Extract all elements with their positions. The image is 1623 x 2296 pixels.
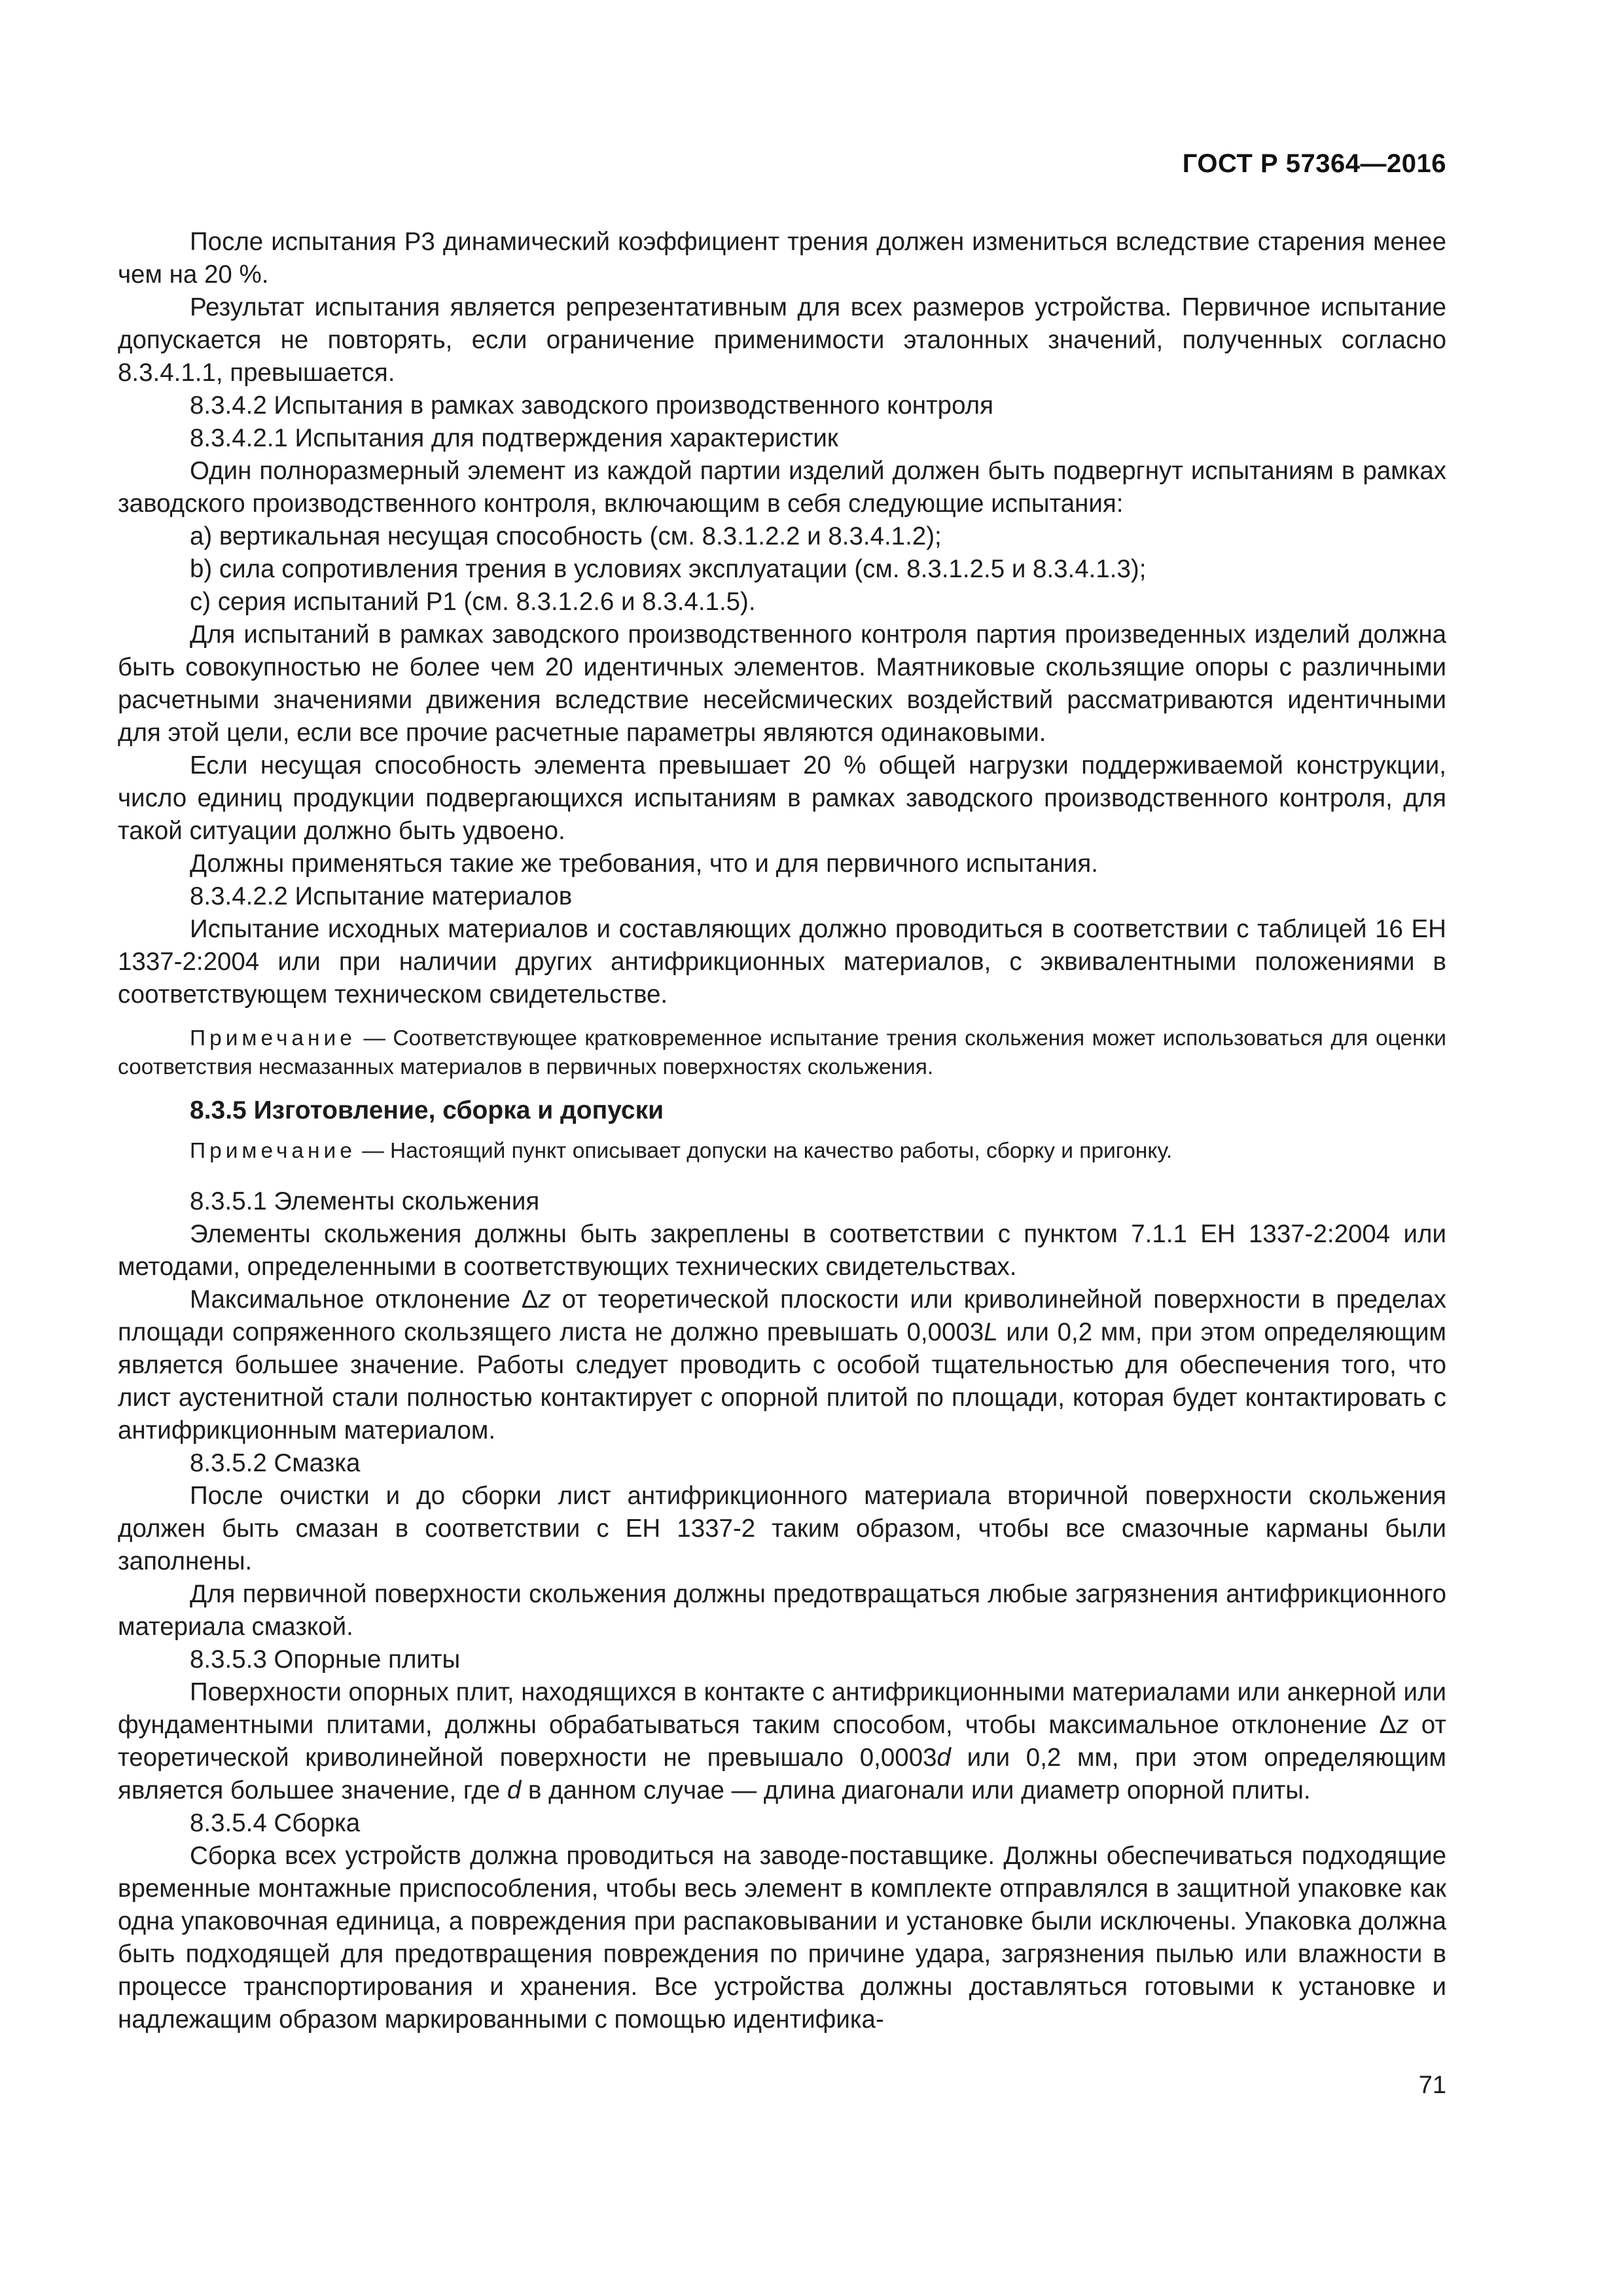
page-content (118, 226, 1446, 2036)
list-item-c: c) серия испытаний Р1 (см. 8.3.1.2.6 и 8.3.4.1.5). (190, 588, 756, 616)
clause-heading-8-3-4-2-1: 8.3.4.2.1 Испытания для подтверждения характеристик (190, 424, 838, 452)
note-label: Примечание (190, 1139, 356, 1163)
italic-symbol: d (507, 1776, 522, 1804)
text-run: Максимальное отклонение Δ (190, 1285, 539, 1314)
paragraph: Испытание исходных материалов и составляющих должно проводиться в соответствии с таблицей 16 ЕН 1337-2:2004 или при наличии других антифрикционных материалов, с эквивалентными положениями в соответствующем техническом свидетельстве. (118, 915, 1446, 1009)
italic-symbol: z (1396, 1711, 1409, 1739)
note-label: Примечание (190, 1026, 356, 1050)
paragraph: Сборка всех устройств должна проводиться на заводе-поставщике. Должны обеспечиваться подходящие временные монтажные приспособления, чтобы весь элемент в комплекте отправлялся в защитной упаковке как одна упаковочная единица, а повреждения при распаковывании и установке были исключены. Упаковка должна быть подходящей для предотвращения повреждения по причине удара, загрязнения пылью или влажности в процессе транспортирования и хранения. Все устройства должны доставляться готовыми к установке и надлежащим образом маркированными с помощью идентифика- (118, 1842, 1446, 2034)
page-number: 71 (1418, 2072, 1446, 2099)
clause-heading-8-3-5-3: 8.3.5.3 Опорные плиты (190, 1645, 461, 1674)
text-run: в данном случае — длина диагонали или диаметр опорной плиты. (521, 1776, 1311, 1804)
standard-header: ГОСТ Р 57364—2016 (1182, 149, 1446, 178)
paragraph: После испытания Р3 динамический коэффициент трения должен измениться вследствие старения менее чем на 20 %. (118, 228, 1446, 289)
paragraph: Должны применяться такие же требования, что и для первичного испытания. (190, 850, 1098, 878)
paragraph: Элементы скольжения должны быть закреплены в соответствии с пунктом 7.1.1 ЕН 1337-2:2004 или методами, определенными в соответствующих технических свидетельствах. (118, 1220, 1446, 1281)
paragraph: Результат испытания является репрезентативным для всех размеров устройства. Первичное испытание допускается не повторять, если ограничение применимости эталонных значений, полученных согласно 8.3.4.1.1, превышается. (118, 293, 1446, 387)
italic-symbol: z (538, 1285, 551, 1314)
clause-heading-8-3-4-2: 8.3.4.2 Испытания в рамках заводского производственного контроля (190, 391, 993, 420)
italic-symbol: L (984, 1318, 998, 1346)
clause-heading-8-3-5-2: 8.3.5.2 Смазка (190, 1449, 361, 1477)
paragraph (118, 1283, 1446, 1447)
note (118, 1024, 1446, 1082)
italic-symbol: d (936, 1744, 951, 1772)
text-run: от теоретической криволинейной поверхности не превышало 0,0003 (118, 1711, 1446, 1772)
clause-heading-8-3-5-1: 8.3.5.1 Элементы скольжения (190, 1187, 540, 1215)
clause-heading-8-3-5-4: 8.3.5.4 Сборка (190, 1809, 361, 1837)
paragraph: Для испытаний в рамках заводского производственного контроля партия произведенных изделий должна быть совокупностью не более чем 20 идентичных элементов. Маятниковые скользящие опоры с различными расчетными значениями движения вследствие несейсмических воздействий рассматриваются идентичными для этой цели, если все прочие расчетные параметры являются одинаковыми. (118, 620, 1446, 747)
list-item-a: a) вертикальная несущая способность (см. 8.3.1.2.2 и 8.3.4.1.2); (190, 522, 942, 550)
paragraph: Один полноразмерный элемент из каждой партии изделий должен быть подвергнут испытаниям в рамках заводского производственного контроля, включающим в себя следующие испытания: (118, 457, 1446, 518)
note-text: — Соответствующее кратковременное испытание трения скольжения может использоваться для оценки соответствия несмазанных материалов в первичных поверхностях скольжения. (118, 1026, 1446, 1079)
note-text: — Настоящий пункт описывает допуски на качество работы, сборку и пригонку. (355, 1139, 1173, 1163)
paragraph (118, 1676, 1446, 1807)
text-run: или 0,2 мм, при этом определяющим является большее значение. Работы следует проводить с особой тщательностью для обеспечения того, что лист аустенитной стали полностью контактирует с опорной плитой по площади, которая будет контактировать с антифрикционным материалом. (118, 1318, 1446, 1444)
section-title-8-3-5: 8.3.5 Изготовление, сборка и допуски (190, 1096, 664, 1124)
list-item-b: b) сила сопротивления трения в условиях эксплуатации (см. 8.3.1.2.5 и 8.3.4.1.3); (190, 555, 1147, 583)
note (118, 1137, 1446, 1166)
paragraph: Если несущая способность элемента превышает 20 % общей нагрузки поддерживаемой конструкции, число единиц продукции подвергающихся испытаниям в рамках заводского производственного контроля, для такой ситуации должно быть удвоено. (118, 751, 1446, 845)
paragraph: После очистки и до сборки лист антифрикционного материала вторичной поверхности скольжения должен быть смазан в соответствии с ЕН 1337-2 таким образом, чтобы все смазочные карманы были заполнены. (118, 1482, 1446, 1575)
text-run: или 0,2 мм, при этом определяющим является большее значение, где (118, 1744, 1446, 1804)
clause-heading-8-3-4-2-2: 8.3.4.2.2 Испытание материалов (190, 882, 573, 910)
text-run: от теоретической плоскости или криволинейной поверхности в пределах площади сопряженного скользящего листа не должно превышать 0,0003 (118, 1285, 1446, 1346)
paragraph: Для первичной поверхности скольжения должны предотвращаться любые загрязнения антифрикционного материала смазкой. (118, 1580, 1446, 1641)
text-run: Поверхности опорных плит, находящихся в контакте с антифрикционными материалами или анкерной или фундаментными плитами, должны обрабатываться таким способом, чтобы максимальное отклонение Δ (118, 1678, 1446, 1739)
